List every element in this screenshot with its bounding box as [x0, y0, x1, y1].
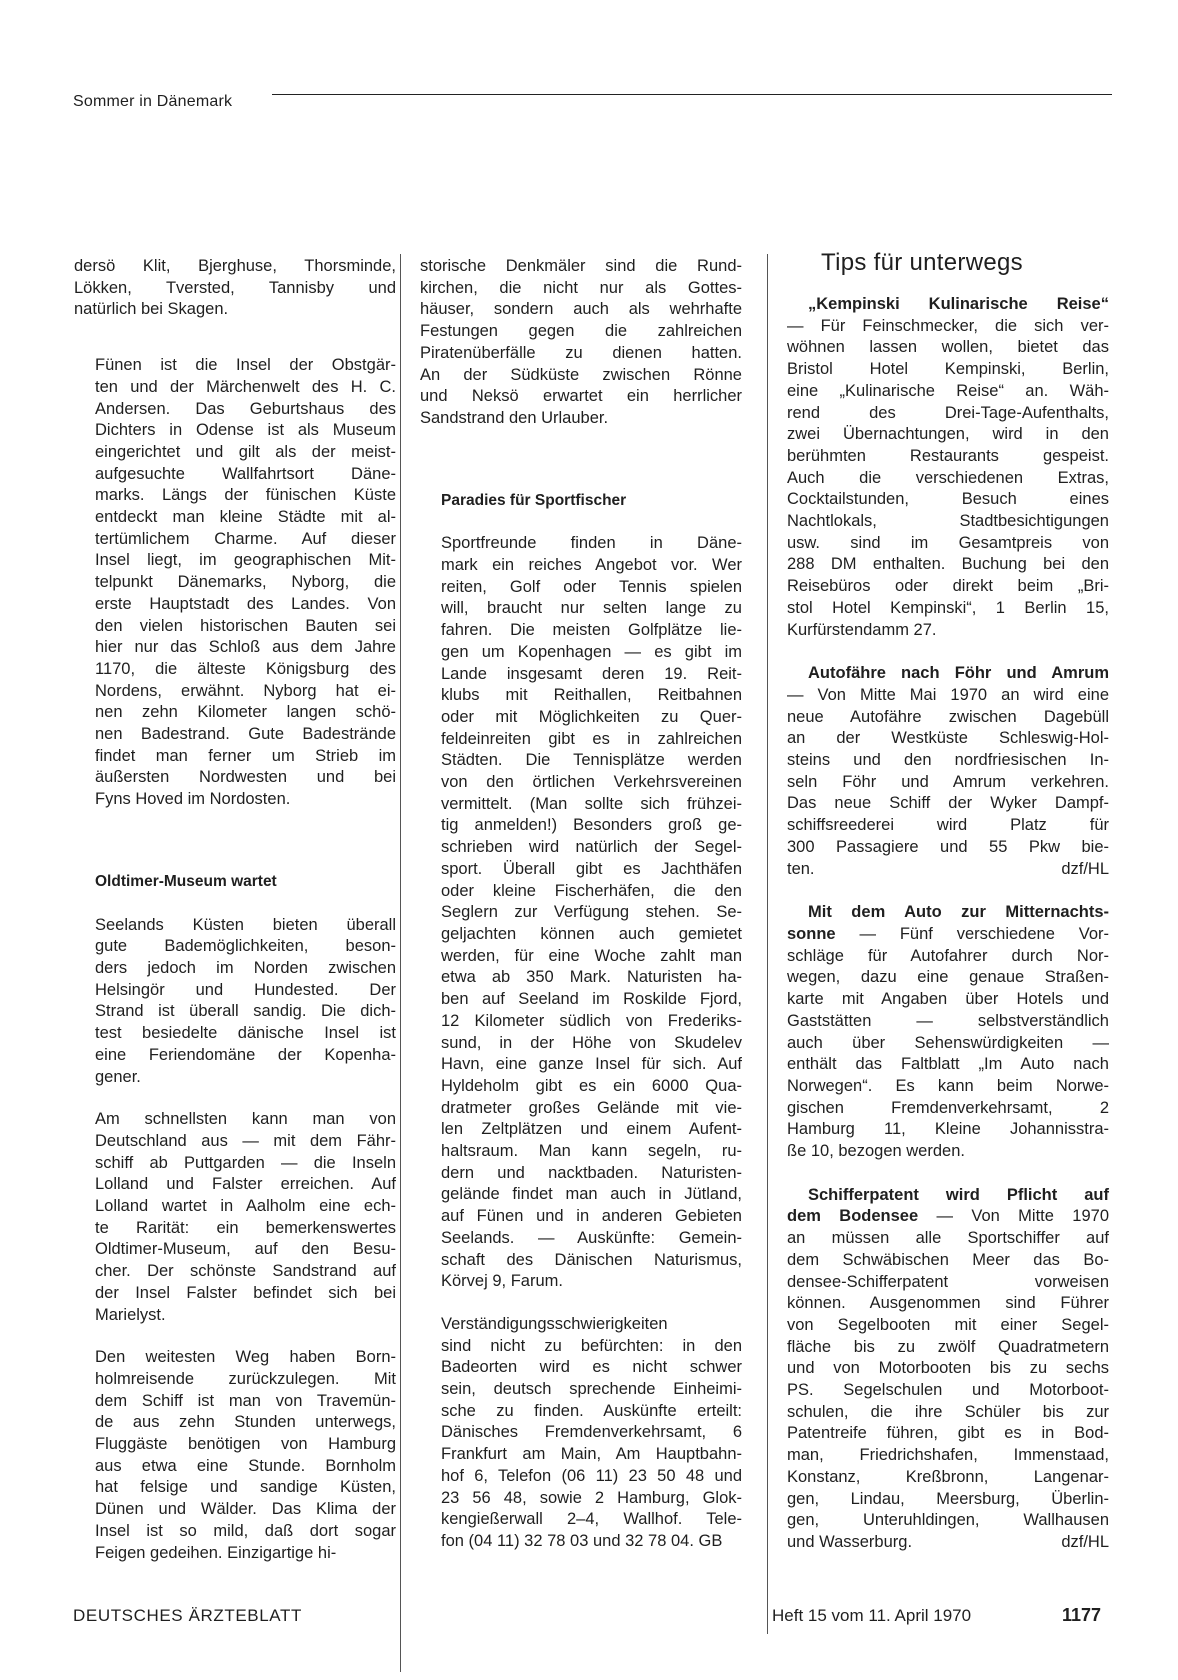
text-line: Das neue Schiff der Wyker Dampf-: [787, 794, 1109, 813]
text-line: stol Hotel Kempinski“, 1 Berlin 15,: [787, 598, 1109, 617]
text-line: häuser, sondern auch als wehrhafte: [420, 300, 742, 319]
text-line: natürlich bei Skagen.: [74, 300, 229, 319]
tip-item: [787, 663, 1109, 880]
text-line: sind nicht zu befürchten: in den: [441, 1336, 742, 1355]
text-line: dern und nacktbaden. Naturisten-: [441, 1163, 742, 1182]
text-line: Seelands Küsten bieten überall: [95, 915, 396, 934]
author-signature: dzf/HL: [1061, 1532, 1109, 1551]
text-line: fahren. Die meisten Golfplätze lie-: [441, 621, 742, 640]
footer-journal-name: DEUTSCHES ÄRZTEBLATT: [73, 1606, 302, 1625]
text-line: storische Denkmäler sind die Rund-: [420, 257, 742, 275]
text-line: oder mit Möglichkeiten zu Quer-: [441, 707, 742, 726]
text-line: von Segelbooten mit einer Segel-: [787, 1315, 1109, 1334]
text-line: nen Badestrand. Gute Badestrände: [95, 725, 396, 744]
text-line: karte mit Angaben über Hotels und: [787, 990, 1109, 1009]
paragraph: [74, 256, 396, 321]
text-line: entdeckt man kleine Städte mit al-: [95, 508, 396, 527]
text-line: 300 Passagiere und 55 Pkw bie-: [787, 837, 1109, 856]
section-heading: Paradies für Sportfischer: [441, 491, 627, 509]
text-line: Lolland wartet in Aalholm eine ech-: [95, 1197, 396, 1216]
text-line: Dünen und Wälder. Das Klima der: [95, 1500, 396, 1519]
text-line: Lolland und Falster erreichen. Auf: [95, 1175, 396, 1194]
text-line: schrieben wird natürlich der Segel-: [441, 838, 742, 857]
text-line: klubs mit Reithallen, Reitbahnen: [441, 686, 742, 705]
text-line: 1170, die älteste Königsburg des: [95, 659, 396, 678]
header-rule: [272, 94, 1112, 95]
tip-item: [787, 902, 1109, 1162]
page-number: 1177: [1062, 1605, 1102, 1625]
text-line: Fluggäste benötigen von Hamburg: [95, 1435, 396, 1454]
text-line: können. Ausgenommen sind Führer: [787, 1294, 1109, 1313]
text-line: Patentreife führen, gibt es in Bod-: [787, 1424, 1109, 1443]
footer-issue-date: Heft 15 vom 11. April 1970: [772, 1606, 972, 1625]
text-line: Fyns Hoved im Nordosten.: [95, 790, 291, 809]
text-line: von den örtlichen Verkehrsvereinen: [441, 773, 742, 792]
text-line: tig anmelden!) Besonders groß ge-: [441, 816, 742, 835]
text-line: ben auf Seeland im Roskilde Fjord,: [441, 990, 742, 1009]
text-line: nen zehn Kilometer langen schö-: [95, 703, 396, 722]
text-line: hier nur das Schloß aus dem Jahre: [95, 638, 396, 657]
text-line: gute Bademöglichkeiten, beson-: [95, 937, 396, 956]
text-line: schulen, die ihre Schüler bis zur: [787, 1402, 1109, 1421]
text-line: marks. Längs der fünischen Küste: [95, 486, 396, 505]
text-line: oder kleine Fischerhäfen, die den: [441, 881, 742, 900]
text-line: Lökken, Tversted, Tannisby und: [74, 278, 396, 297]
text-line: schläge für Autofahrer durch Nor-: [787, 946, 1109, 965]
text-line: mark ein reiches Angebot vor. Wer: [441, 556, 742, 575]
text-line: Andersen. Das Geburtshaus des: [95, 399, 396, 418]
text-line: Reisebüros oder direkt beim „Bri-: [787, 577, 1109, 596]
text-line: tertümlichem Charme. Auf dieser: [95, 529, 396, 548]
text-line: der Insel Falster befindet sich bei: [95, 1283, 396, 1302]
text-line: reiten, Golf oder Tennis spielen: [441, 577, 742, 596]
text-line: Festungen gegen die zahlreichen: [420, 322, 742, 341]
text-line: seln Föhr und Amrum verkehren.: [787, 772, 1109, 791]
tip-heading-line: Mit dem Auto zur Mitternachts-: [808, 903, 1109, 922]
paragraph: [420, 1314, 742, 1553]
text-line: sein, deutsch sprechende Einheimi-: [441, 1380, 742, 1399]
text-line: test besiedelte dänische Insel ist: [95, 1024, 396, 1043]
text-line: gischen Fremdenverkehrsamt, 2: [787, 1098, 1109, 1117]
text-line: densee-Schifferpatent vorweisen: [787, 1272, 1109, 1291]
column-1: [74, 256, 396, 1564]
text-line: Körvej 9, Farum.: [441, 1272, 563, 1291]
text-line: telpunkt Dänemarks, Nyborg, die: [95, 573, 396, 592]
text-line: Deutschland aus — mit dem Fähr-: [95, 1131, 396, 1150]
text-line: fon (04 11) 32 78 03 und 32 78 04. GB: [441, 1531, 723, 1550]
text-line: Städten. Die Tennisplätze werden: [441, 751, 742, 770]
text-line: Piratenüberfälle zu dienen hatten.: [420, 343, 742, 362]
text-line: Norwegen“. Es kann beim Norwe-: [787, 1076, 1109, 1095]
paragraph: [74, 1109, 396, 1326]
text-line: und von Motorbooten bis zu sechs: [787, 1359, 1109, 1378]
text-line: erste Hauptstadt des Landes. Von: [95, 594, 396, 613]
text-line: gen, Lindau, Meersburg, Überlin-: [787, 1489, 1109, 1508]
text-line: 23 56 48, sowie 2 Hamburg, Glok-: [441, 1488, 742, 1507]
text-line: kirchen, die nicht nur als Gottes-: [420, 278, 742, 297]
text-line: findet man ferner um Strieb im: [95, 746, 396, 765]
text-line: hof 6, Telefon (06 11) 23 50 48 und: [441, 1466, 742, 1485]
text-line: zwei Übernachtungen, wird in den: [787, 425, 1109, 444]
text-line: dersö Klit, Bjerghuse, Thorsminde,: [74, 257, 396, 275]
paragraph: [420, 533, 742, 1293]
text-line: Cocktailstunden, Besuch eines: [787, 490, 1109, 509]
text-line: Frankfurt am Main, Am Hauptbahn-: [441, 1445, 742, 1464]
text-line: — Für Feinschmecker, die sich ver-: [787, 316, 1109, 335]
text-line: Feigen gedeihen. Einzigartige hi-: [95, 1543, 337, 1562]
text-line: eine Feriendomäne der Kopenha-: [95, 1045, 396, 1064]
text-line: Hyldeholm gibt es ein 6000 Qua-: [441, 1076, 742, 1095]
text-line: haltsraum. Man kann segeln, ru-: [441, 1142, 742, 1161]
text-line: Dichters in Odense ist als Museum: [95, 421, 396, 440]
tip-heading-line: Schifferpatent wird Pflicht auf: [808, 1185, 1109, 1204]
text-line: äußersten Nordwesten und bei: [95, 768, 396, 787]
text-line: auch über Sehenswürdigkeiten —: [787, 1033, 1109, 1052]
text-line: will, braucht nur selten lange zu: [441, 599, 742, 618]
text-line: schiffsreederei wird Platz für: [787, 816, 1109, 835]
tip-heading-line: dem Bodensee — Von Mitte 1970: [787, 1207, 1110, 1226]
tip-heading-line: sonne — Fünf verschiedene Vor-: [787, 924, 1109, 943]
text-line: fläche bis zu zwölf Quadratmetern: [787, 1337, 1109, 1356]
text-line: An der Südküste zwischen Rönne: [420, 365, 742, 384]
text-line: Gaststätten — selbstverständlich: [787, 1011, 1109, 1030]
text-line: Auch die verschiedenen Extras,: [787, 468, 1109, 487]
text-line: Helsingör und Hundested. Der: [95, 980, 396, 999]
text-line: Sandstrand den Urlauber.: [420, 408, 609, 427]
text-line: schiff ab Puttgarden — die Inseln: [95, 1153, 396, 1172]
text-line: Sportfreunde finden in Däne-: [441, 534, 742, 553]
paragraph: [74, 355, 396, 811]
text-line: ten und der Märchenwelt des H. C.: [95, 377, 396, 396]
text-line: PS. Segelschulen und Motorboot-: [787, 1381, 1109, 1400]
text-line: Badeorten wird es nicht schwer: [441, 1358, 742, 1377]
tips-sidebar: [787, 249, 1110, 1554]
text-line: Verständigungsschwierigkeiten: [441, 1314, 668, 1333]
text-line: Lande insgesamt deren 19. Reit-: [441, 664, 742, 683]
text-line: an der Westküste Schleswig-Hol-: [787, 729, 1109, 748]
text-line: len Zeltplätzen und einem Aufent-: [441, 1120, 742, 1139]
text-line: Seelands. — Auskünfte: Gemein-: [441, 1228, 742, 1247]
tip-item: [787, 1185, 1109, 1554]
text-line: etwa ab 350 Mark. Naturisten ha-: [441, 968, 742, 987]
text-line: werden, für eine Woche zahlt man: [441, 946, 742, 965]
text-line: dratmeter großes Gelände mit vie-: [441, 1098, 742, 1117]
text-line: schaft des Dänischen Naturismus,: [441, 1250, 742, 1269]
text-line: Nordens, erwähnt. Nyborg hat ei-: [95, 681, 396, 700]
text-line: dem Schwäbischen Meer das Bo-: [787, 1250, 1109, 1269]
text-line: Insel ist so mild, daß dort sogar: [95, 1521, 396, 1540]
text-line: Fünen ist die Insel der Obstgär-: [95, 356, 396, 375]
text-line: gen, Unteruhldingen, Wallhausen: [787, 1511, 1109, 1530]
text-line: eine „Kulinarische Reise“ an. Wäh-: [787, 381, 1109, 400]
text-line: Insel liegt, im geographischen Mit-: [95, 551, 396, 570]
text-line: aus etwa eine Stunde. Bornholm: [95, 1456, 396, 1475]
text-line: Havn, eine ganze Insel für sich. Auf: [441, 1055, 742, 1074]
text-line: 12 Kilometer südlich von Frederiks-: [441, 1011, 742, 1030]
text-line: gen um Kopenhagen — es gibt im: [441, 642, 742, 661]
text-line: man, Friedrichshafen, Immenstaad,: [787, 1446, 1109, 1465]
text-line: und Wasserburg. dzf/HL: [787, 1532, 1109, 1554]
text-line: Bristol Hotel Kempinski, Berlin,: [787, 360, 1109, 379]
text-line: rend des Drei-Tage-Aufenthalts,: [787, 403, 1109, 422]
text-line: sport. Überall gibt es Jachthäfen: [441, 859, 742, 878]
text-line: holmreisende zurückzulegen. Mit: [95, 1369, 396, 1388]
author-signature: dzf/HL: [1061, 859, 1109, 878]
text-line: neue Autofähre zwischen Dagebüll: [787, 707, 1109, 726]
text-line: sche zu finden. Auskünfte erteilt:: [441, 1401, 742, 1420]
tip-heading-line: Autofähre nach Föhr und Amrum: [808, 664, 1109, 683]
text-line: wegen, dazu eine genaue Straßen-: [787, 968, 1109, 987]
paragraph: [420, 256, 742, 430]
text-line: de aus zehn Stunden unterwegs,: [95, 1413, 396, 1432]
text-line: te Rarität: ein bemerkenswertes: [95, 1218, 396, 1237]
text-line: Am schnellsten kann man von: [95, 1110, 396, 1129]
paragraph: [74, 1347, 396, 1564]
text-line: cher. Der schönste Sandstrand auf: [95, 1262, 396, 1281]
column-divider: [767, 254, 768, 1634]
paragraph: [74, 915, 396, 1089]
text-line: Hamburg 11, Kleine Johannisstra-: [787, 1120, 1109, 1139]
text-line: hat felsige und sandige Küsten,: [95, 1478, 396, 1497]
tip-item: [787, 294, 1109, 641]
text-line: gener.: [95, 1067, 141, 1086]
text-line: ten. dzf/HL: [787, 859, 1109, 881]
sidebar-title: Tips für unterwegs: [821, 249, 1023, 276]
text-line: aufgesuchte Wallfahrtsort Däne-: [95, 464, 396, 483]
text-line: Dänisches Fremdenverkehrsamt, 6: [441, 1423, 742, 1442]
column-2: [420, 256, 742, 1553]
text-line: sund, in der Höhe von Skudelev: [441, 1033, 742, 1052]
text-line: gelände findet man auch in Jütland,: [441, 1185, 742, 1204]
text-line: dem Schiff ist man von Travemün-: [95, 1391, 396, 1410]
text-line: kengießerwall 2–4, Wallhof. Tele-: [441, 1510, 742, 1529]
text-line: feldeinreiten gibt es in zahlreichen: [441, 729, 742, 748]
text-line: Oldtimer-Museum, auf den Besu-: [95, 1240, 396, 1259]
text-line: Strand ist überall sandig. Die dich-: [95, 1002, 396, 1021]
text-line: geljachten können auch gemietet: [441, 924, 742, 943]
running-head: Sommer in Dänemark: [73, 93, 233, 110]
tip-heading-line: „Kempinski Kulinarische Reise“: [808, 295, 1109, 313]
text-line: Marielyst.: [95, 1305, 166, 1324]
text-line: den vielen historischen Bauten sei: [95, 616, 396, 635]
text-line: und Neksö erwartet ein herrlicher: [420, 387, 742, 406]
text-line: Den weitesten Weg haben Born-: [95, 1348, 396, 1367]
text-line: enthält das Faltblatt „Im Auto nach: [787, 1055, 1109, 1074]
text-line: Kurfürstendamm 27.: [787, 620, 937, 639]
text-line: Seglern zur Verfügung stehen. Se-: [441, 903, 742, 922]
text-line: wöhnen lassen wollen, bietet das: [787, 338, 1109, 357]
text-line: ders jedoch im Norden zwischen: [95, 958, 396, 977]
text-line: an müssen alle Sportschiffer auf: [787, 1229, 1109, 1248]
text-line: steins und den nordfriesischen In-: [787, 751, 1109, 770]
column-divider: [400, 254, 401, 1672]
text-line: vermittelt. (Man sollte sich frühzei-: [441, 794, 742, 813]
text-line: — Von Mitte Mai 1970 an wird eine: [787, 685, 1109, 704]
text-line: usw. sind im Gesamtpreis von: [787, 533, 1109, 552]
text-line: Nachtlokals, Stadtbesichtigungen: [787, 512, 1109, 531]
text-line: Konstanz, Kreßbronn, Langenar-: [787, 1467, 1109, 1486]
text-line: eingerichtet und gilt als der meist-: [95, 442, 396, 461]
text-line: auf Fünen und in anderen Gebieten: [441, 1207, 742, 1226]
text-line: berühmten Restaurants gespeist.: [787, 446, 1109, 465]
text-line: ße 10, bezogen werden.: [787, 1142, 965, 1161]
text-line: 288 DM enthalten. Buchung bei den: [787, 555, 1109, 574]
section-heading: Oldtimer-Museum wartet: [95, 872, 277, 890]
